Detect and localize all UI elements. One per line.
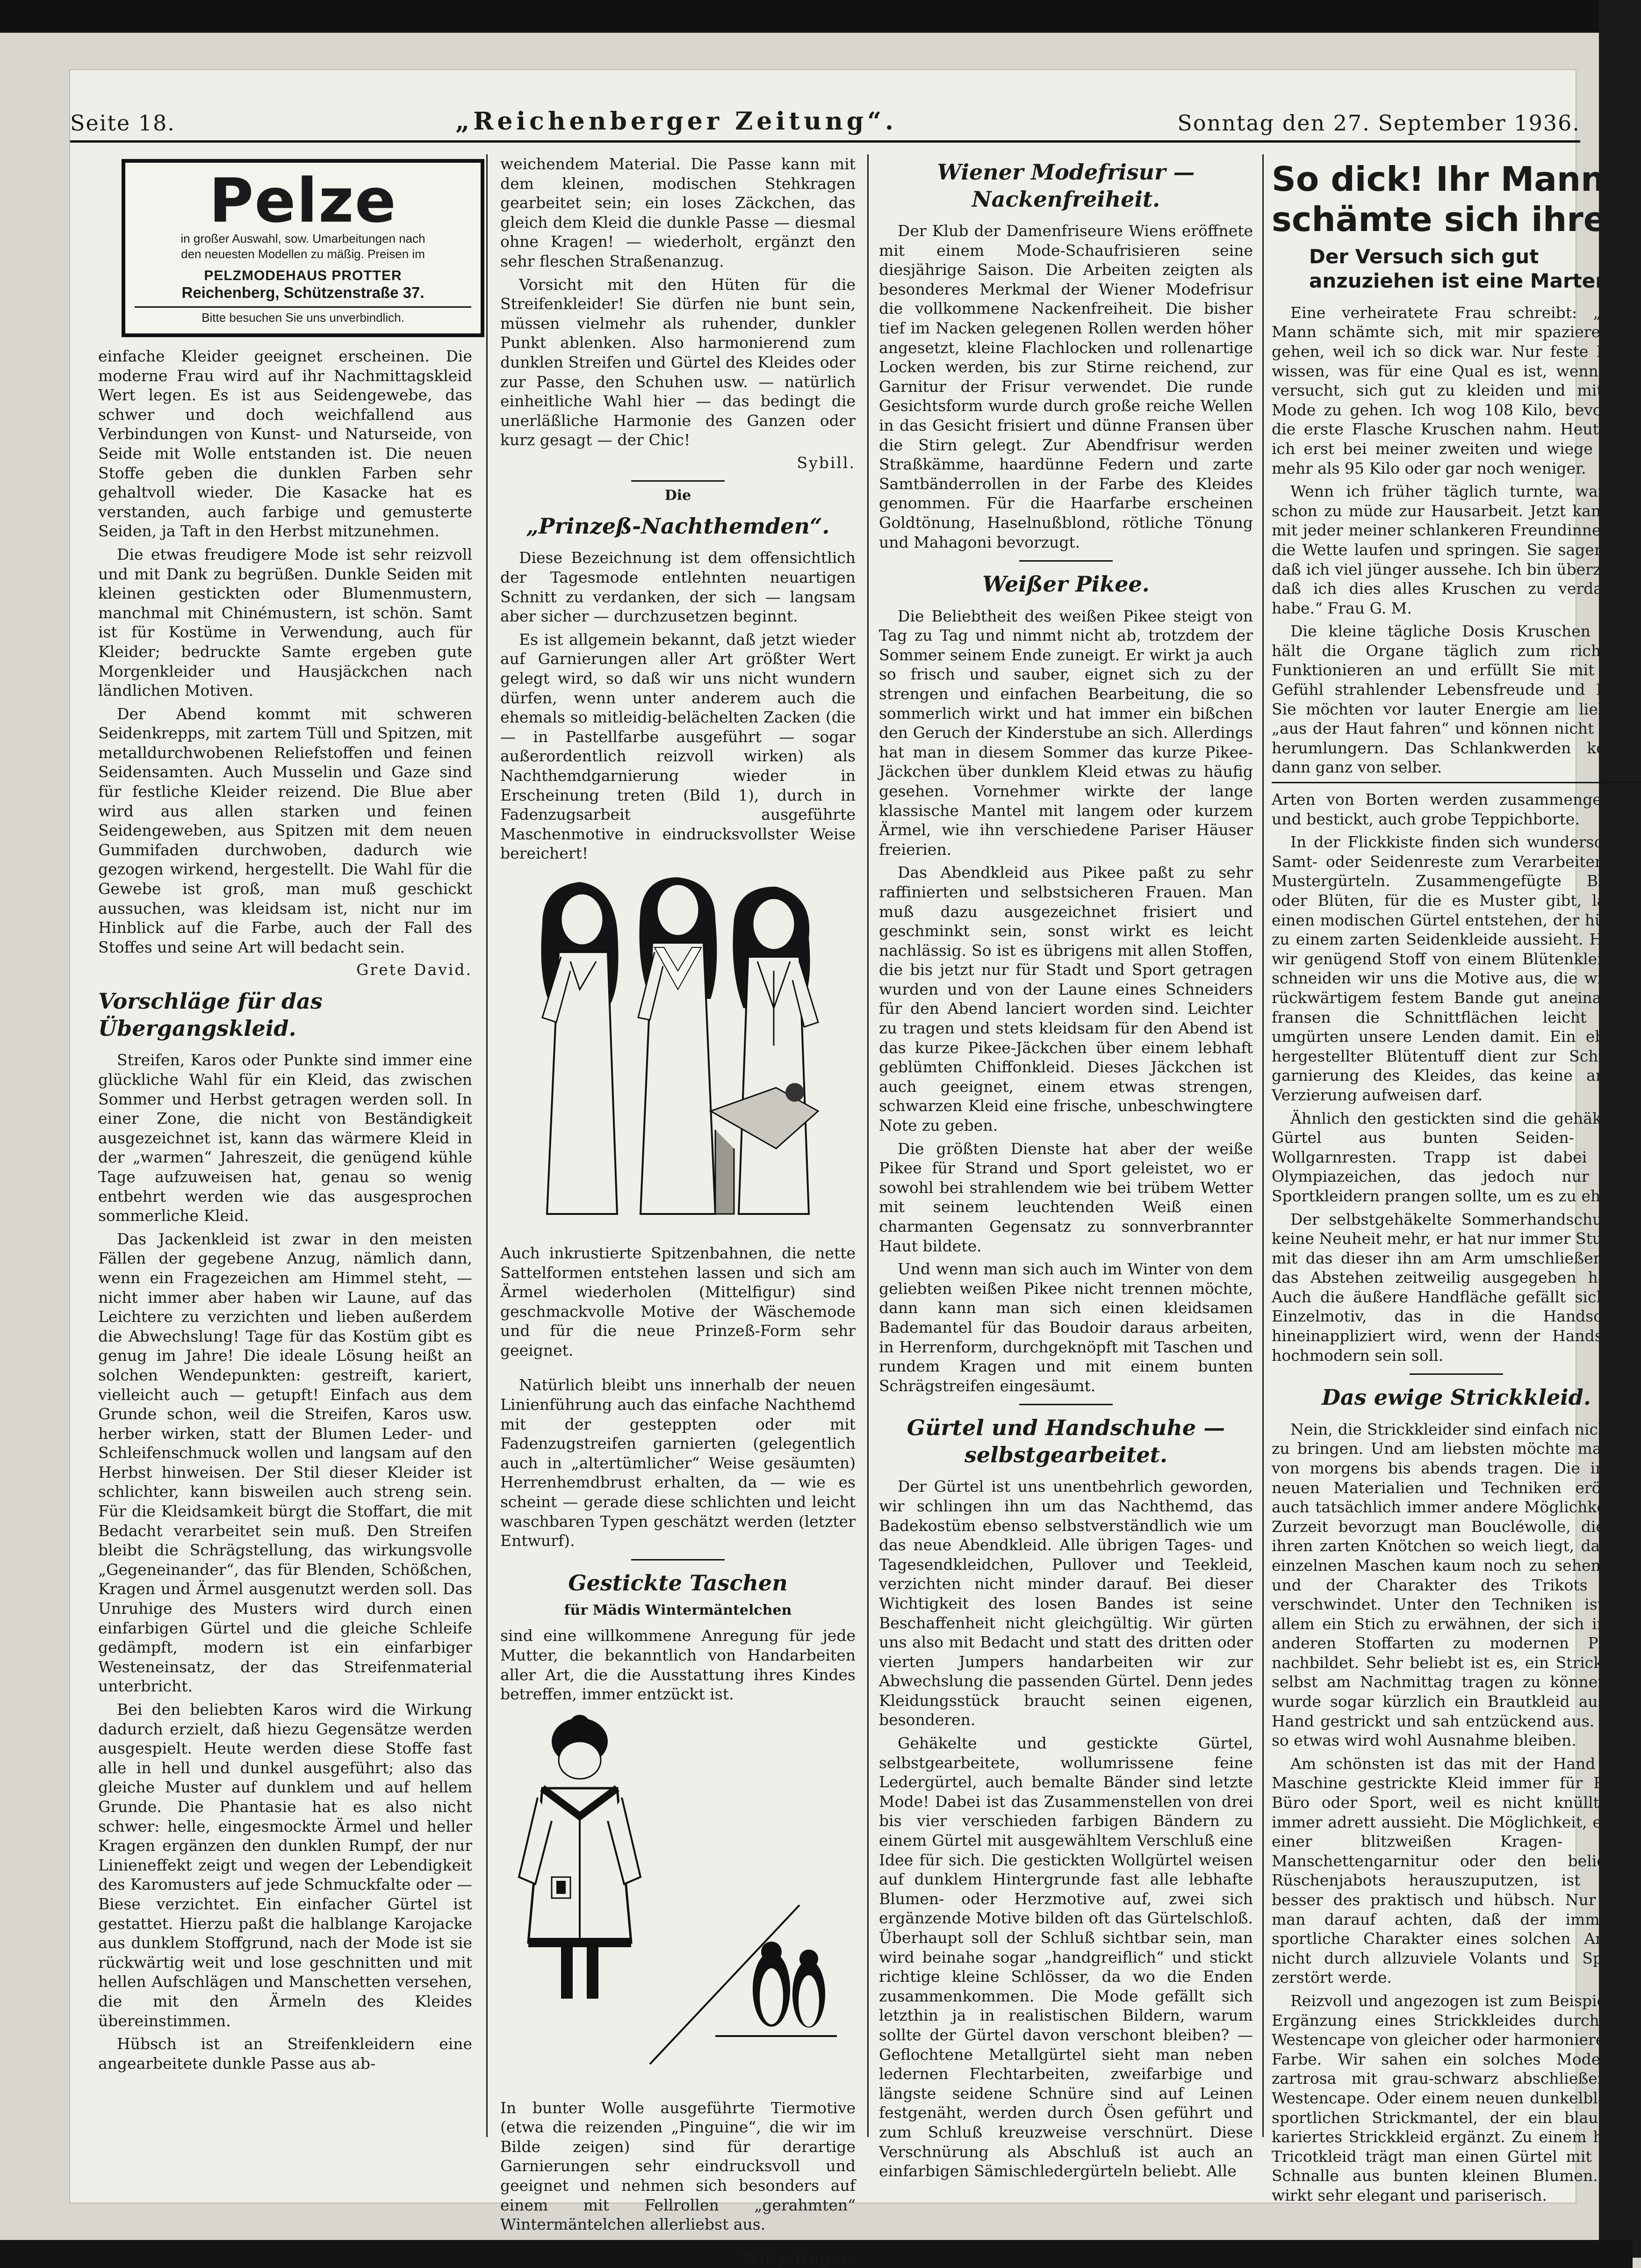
column-divider bbox=[867, 154, 869, 2137]
article-paragraph: sind eine willkommene Anregung für jede Mutter, die bekanntlich von Handarbeiten aller Art, die die Ausstattung ihres Kindes betreffen, immer entzückt ist. bbox=[500, 1626, 856, 1704]
section-rule bbox=[631, 1559, 725, 1560]
ad-text: den neuesten Modellen zu mäßig. Preisen im bbox=[181, 246, 425, 261]
article-paragraph: In der Flickkiste finden sich wunderschöne Samt- oder Seidenreste zum Verarbeiten von Mustergürteln. Zusammengefügte Blätter oder Blüten, für die es Muster gibt, lassen einen modischen Gürtel entstehen, der hübsch zu einem zarten Seidenkleide aussieht. Haben wir genügend Stoff von einem Blütenkleid, so schneiden wir uns die Motive aus, die wir auf rückwärtigem festem Bande gut aneinander, fransen die Schnittflächen leicht und umgürten unsere Lenden damit. Ein ebenso hergestellter Blütentuff dient zur Schultergarnierung des Kleides, das keine andere Verzierung aufweisen darf. bbox=[1272, 833, 1641, 1104]
article-paragraph: Wenn ich früher täglich turnte, war ich schon zu müde zur Hausarbeit. Jetzt kann ich mit jeder meiner schlankeren Freundinnen um die Wette laufen und springen. Sie sagen mir, daß ich viel jünger aussehe. Ich bin überzeugt, daß ich dies alles Kruschen zu verdanken habe.“ Frau G. M. bbox=[1272, 482, 1641, 617]
column-3 bbox=[879, 154, 1253, 2181]
page-header bbox=[70, 94, 1580, 136]
section-rule bbox=[1019, 560, 1113, 562]
column-1 bbox=[98, 154, 472, 2151]
article-headline: „Prinzeß-Nachthemden“. bbox=[526, 513, 830, 539]
ad-firm-name: PELZMODEHAUS PROTTER bbox=[204, 268, 402, 283]
article-headline: Gürtel und Handschuhe — selbstgearbeitet. bbox=[907, 1415, 1225, 1467]
article-paragraph: Und wenn man sich auch im Winter von dem geliebten weißen Pikee nicht trennen möchte, dann kann man sich einen kleidsamen Bademantel für das Boudoir daraus arbeiten, in Herrenform, durchgeknöpft mit Taschen und rundem Kragen und mit einem bunten Schrägstreifen eingesäumt. bbox=[879, 1260, 1253, 1395]
article-paragraph: Das Jackenkleid ist zwar in den meisten Fällen der gegebene Anzug, nämlich dann, wenn ein Fragezeichen am Himmel steht, — nicht immer aber haben wir Laune, auf das Leichtere zu verzichten und lieben außerdem die Abwechslung! Tage für das Kostüm gibt es genug im Jahre! Die ideale Lösung heißt an solchen Wendepunkten: gestreift, kariert, vielleicht auch — getupft! Einfach aus dem Grunde schon, weil die Streifen, Karos usw. herber wirken, statt der Blumen Leder- und Schleifenschmuck wollen und langsam auf den Herbst hinweisen. Der Stil dieser Kleider ist schlichter, kann bisweilen auch streng sein. Für die Kleidsamkeit bürgt die Stoffart, die mit Bedacht verarbeitet sein muß. Den Streifen bleibt die Schrägstellung, das wirkungsvolle „Gegeneinander“, das für Blenden, Schößchen, Kragen und Ärmel ausgenutzt werden soll. Das Unruhige des Musters wird durch einen einfarbigen Gürtel und die gleiche Schleife gedämpft, modern ist ein einfarbiger Westeneinsatz, der das Streifenmaterial unterbricht. bbox=[98, 1229, 472, 1696]
article-paragraph: Der Klub der Damenfriseure Wiens eröffnete mit einem Mode-Schaufrisieren seine diesjährige Saison. Die Arbeiten zeigten als besonderes Merkmal der Wiener Modefrisur die vollkommene Nackenfreiheit. Die bisher tief im Nacken gelegenen Rollen werden höher angesetzt, kleine Flachlocken und rollenartige Locken werden, bis zur Stirne reichend, zur Garnitur der Frisur verwendet. Die runde Gesichtsform wurde durch große reiche Wellen in das Gesicht frisiert und dünne Fransen über die Stirn gelegt. Zur Abendfrisur werden Straßkämme, haardünne Federn und zarte Samtbänderrollen in der Farbe des Kleides genommen. Für die Haarfarbe erscheinen Goldtönung, Haselnußblond, rötliche Tönung und Mahagoni bevorzugt. bbox=[879, 222, 1253, 551]
ad-address: Reichenberg, Schützenstraße 37. bbox=[181, 284, 425, 301]
section-rule bbox=[1410, 1373, 1503, 1375]
column-divider bbox=[1262, 154, 1264, 2137]
author-signature: Grete David. bbox=[356, 961, 472, 979]
article-paragraph: Die kleine tägliche Dosis Kruschen Salts hält die Organe täglich zum richtigen Funktionieren an und erfüllt Sie mit dem Gefühl strahlender Lebensfreude und Kraft. Sie möchten vor lauter Energie am liebsten „aus der Haut fahren“ und können nicht mehr herumlungern. Das Schlankwerden kommt dann ganz von selber. bbox=[1272, 622, 1641, 777]
article-paragraph: Reizvoll und angezogen ist zum Beispiel die Ergänzung eines Strickkleides durch ein Westencape von gleicher oder harmonierender Farbe. Wir sahen ein solches Modell in zartrosa mit grau-schwarz abschließendem Westencape. Oder einem neuen dunkelblauen, sportlichen Strickmantel, der ein blau-weiß kariertes Strickkleid ergänzt. Zu einem hellen Tricotkleid trägt man einen Gürtel mit einer Schnalle aus bunten kleinen Blumen. Das wirkt sehr elegant und pariserisch. bbox=[1272, 1991, 1641, 2204]
article-headline: Weißer Pikee. bbox=[982, 571, 1150, 597]
article-headline: Wiener Modefrisur — Nackenfreiheit. bbox=[937, 159, 1195, 212]
article-paragraph: Es ist allgemein bekannt, daß jetzt wieder auf Garnierungen aller Art größter Wert gelegt wird, so daß wir uns nicht wundern dürfen, wenn unter anderem auch die ehemals so mitleidig-belächelten Zacken (die — in Pastellfarbe ausgeführt — sogar außerordentlich reizvoll wirken) als Nachthemdgarnierung wieder in Erscheinung treten (Bild 1), durch in Fadenzugsarbeit ausgeführte Maschenmotive in eindrucksvollster Weise bereichert! bbox=[500, 630, 856, 863]
page-number: Seite 18. bbox=[70, 110, 175, 136]
article-paragraph: Eine verheiratete Frau schreibt: „Mein Mann schämte sich, mit mir spazieren zu gehen, weil ich so dick war. Nur feste Leute wissen, was für eine Qual es ist, wenn man versucht, sich gut zu kleiden und mit der Mode zu gehen. Ich wog 108 Kilo, bevor ich die erste Flasche Kruschen nahm. Heute bin ich erst bei meiner zweiten und wiege nicht mehr als 95 Kilo oder gar noch weniger. bbox=[1272, 303, 1641, 477]
article-paragraph: Der selbstgehäkelte Sommerhandschuh ist keine Neuheit mehr, er hat nur immer Stulpen, mit das dieser ihn am Arm umschließen und das Abstehen zeitweilig ausgegeben haben. Auch die äußere Handfläche gefällt sich mit Einzelmotiv, das in die Handschuhe hineinappliziert wird, wenn der Handschuh hochmodern sein soll. bbox=[1272, 1210, 1641, 1365]
author-signature: Sybill. bbox=[797, 453, 856, 472]
article-paragraph: Das Abendkleid aus Pikee paßt zu sehr raffinierten und selbstsicheren Frauen. Man muß dazu ausgezeichnet frisiert und geschminkt sein, sonst wirkt es leicht nachlässig. So ist es übrigens mit allen Stoffen, die bis jetzt nur für Stadt und Sport getragen wurden und von der Laune eines Schneiders für den Abend lanciert worden sind. Leichter zu tragen und stets kleidsam für den Abend ist das kurze Pikee-Jäckchen über einem lebhaft geblümten Chiffonkleid. Dieses Jäckchen ist auch geeignet, einem etwas strengen, schwarzen Kleid eine frische, unbeschwingtere Note zu geben. bbox=[879, 863, 1253, 1135]
article-paragraph: Gehäkelte und gestickte Gürtel, selbstgearbeitete, wollumrissene feine Ledergürtel, auch bemalte Bänder sind letzte Mode! Dabei ist das Zusammenstellen von drei bis vier verschieden farbigen Bändern zu einem Gürtel mit ausgewähltem Verschluß eine Idee für sich. Die gestickten Wollgürtel weisen auf dunklem Hintergrunde fast alle lebhafte Blumen- oder Herzmotive auf, zwei sich ergänzende Motive bilden oft das Gürtelschloß. Überhaupt soll der Schluß sichtbar sein, man wird beinahe sogar „handgreiflich“ und stickt richtige kleine Schlösser, da wo die Enden zusammenkommen. Die Mode gefällt sich letzthin ja in realistischen Bildern, warum sollte der Gürtel davon verschont bleiben? — Geflochtene Metallgürtel sieht man neben ledernen Flechtarbeiten, zweifarbige und längste seidene Schnüre sind auf Leinen festgenäht, werden durch Ösen geführt und zum Schluß kreuzweise verschnürt. Diese Verschnürung als Abschluß ist auch an einfarbigen Sämischledergürteln beliebt. Alle bbox=[879, 1734, 1253, 2181]
article-paragraph: Bei den beliebten Karos wird die Wirkung dadurch erzielt, daß hiezu Gegensätze werden ausgespielt. Heute werden diese Stoffe fast alle in hell und dunkel ausgeführt; also das gleiche Muster auf dunklem und auf hellem Grunde. Die Phantasie hat es also nicht schwer: helle, eingesmockte Ärmel und heller Kragen ergänzen den dunklen Rumpf, der nur Linieneffekt zeigt und wegen der Lebendigkeit des Karomusters auf jede Schmuckfalte oder — Biese verzichtet. Ein einfacher Gürtel ist gestattet. Hierzu paßt die halblange Karojacke aus dunklem Stoffgrund, nach der Mode ist sie rückwärtig weit und lose geschnitten und mit hellen Aufschlägen und Manschetten versehen, die mit den Ärmeln des Kleides übereinstimmen. bbox=[98, 1700, 472, 2030]
article-paragraph: Nein, die Strickkleider sind einfach nicht tot zu bringen. Und am liebsten möchte man sie von morgens bis abends tragen. Die immer neuen Materialien und Techniken eröffnen auch tatsächlich immer andere Möglichkeiten. Zurzeit bevorzugt man Boucléwolle, die mit ihren zarten Knötchen so weich liegt, daß die einzelnen Maschen kaum noch zu sehen sind und der Charakter des Trikots fast verschwindet. Unter den Techniken ist vor allem ein Stich zu erwähnen, der sich in der anderen Stoffarten zu modernen Plissés nachbildet. Sehr beliebt ist es, ein Strickkleid selbst am Nachmittag tragen zu können. Es wurde sogar kürzlich ein Brautkleid aus der Hand gestrickt und sah entzückend aus. Doch so etwas wird wohl Ausnahme bleiben. bbox=[1272, 1420, 1641, 1750]
headline-kicker: Die bbox=[664, 487, 691, 504]
article-headline: Gestickte Taschen bbox=[568, 1570, 788, 1596]
article-paragraph: Die etwas freudigere Mode ist sehr reizvoll und mit Dank zu begrüßen. Dunkle Seiden mit kleinen gestickten oder Blumenmustern, manchmal mit Chinémustern, ist schön. Samt ist für Kostüme in Verwendung, auch für Kleider; bedruckte Samte ergeben gute Morgenkleider und Hausjäckchen nach ländlichen Motiven. bbox=[98, 545, 472, 700]
nightgown-illustration bbox=[514, 868, 842, 1228]
ad-title: Pelze bbox=[209, 165, 397, 236]
section-rule bbox=[1019, 1404, 1113, 1405]
article-paragraph: Ähnlich den gestickten sind die gehäkelten Gürtel aus bunten Seiden- und Wollgarnresten. Trapp ist dabei das Olympiazeichen, das jedoch nur auf Sportkleidern prangen sollte, um es zu ehren. bbox=[1272, 1109, 1641, 1205]
author-signature: Willy Ungar. bbox=[742, 2249, 856, 2268]
article-subheadline: für Mädis Wintermäntelchen bbox=[564, 1602, 792, 1619]
article-paragraph: weichendem Material. Die Passe kann mit dem kleinen, modischen Stehkragen gearbeitet sein; ein loses Zäckchen, das gleich dem Kleid die dunkle Passe — diesmal ohne Kragen! — wiederholt, ergänzt den sehr fleschen Straßenanzug. bbox=[500, 155, 856, 270]
article-paragraph: Natürlich bleibt uns innerhalb der neuen Linienführung auch das einfache Nachthemd mit der gesteppten oder mit Fadenzugstreifen garnierten (gelegentlich auch in „altertümlicher“ Weise gesäumten) Herrenhemdbrust erhalten, da — wie es scheint — gerade diese schlichten und leicht waschbaren Typen geschätzt werden (letzter Entwurf). bbox=[500, 1376, 856, 1550]
article-paragraph: Die größten Dienste hat aber der weiße Pikee für Strand und Sport geleistet, wo er sowohl bei strahlendem wie bei trübem Wetter mit seinem leuchtenden Weiß einen charmanten Gegensatz zu sonnverbrannter Haut bildete. bbox=[879, 1139, 1253, 1255]
article-paragraph: Vorsicht mit den Hüten für die Streifenkleider! Sie dürfen nie bunt sein, müssen vielmehr als ruhender, dunkler Punkt ablenken. Also harmonierend zum dunklen Streifen und Gürtel des Kleides oder zur Passe, den Schuhen usw. — natürlich einheitliche Wahl hier — das bedingt die unerläßliche Harmonie des Ganzen oder kurz gesagt — der Chic! bbox=[500, 275, 856, 449]
article-paragraph: einfache Kleider geeignet erscheinen. Die moderne Frau wird auf ihr Nachmittagskleid Wert legen. Es ist aus Seidengewebe, das schwer und doch weichfallend aus Verbindungen von Kunst- und Naturseide, von Seide mit Wolle entstanden ist. Die neuen Stoffe geben die dunklen Farben sehr gehaltvoll wieder. Die Kasacke hat es verstanden, auch farbige und gemusterte Seiden, ja Taft in den Herbst mitzunehmen. bbox=[98, 347, 472, 541]
issue-date: Sonntag den 27. September 1936. bbox=[1177, 110, 1580, 136]
illustration-caption: In bunter Wolle ausgeführte Tiermotive (etwa die reizenden „Pinguine“, die wir im Bilde zeigen) sind für derartige Garnierungen sehr eindrucksvoll und geeignet und nehmen sich besonders auf einem mit Fellrollen „gerahmten“ Wintermäntelchen allerliebst aus. bbox=[500, 2098, 856, 2234]
scan-border-top bbox=[0, 0, 1633, 33]
three-women-figure bbox=[514, 868, 842, 1228]
article-paragraph: Streifen, Karos oder Punkte sind immer eine glückliche Wahl für ein Kleid, das zwischen Sommer und Herbst getragen werden soll. In einer Zone, die nicht von Beständigkeit ausgezeichnet ist, kann das wärmere Kleid in der „warmen“ Jahreszeit, die genügend kühle Tage aufzuweisen hat, genau so wenig entbehrt werden wie das ausgesprochen sommerliche Kleid. bbox=[98, 1051, 472, 1225]
advertorial-headline: So dick! Ihr Mann schämte sich ihrer bbox=[1272, 159, 1623, 239]
fur-advertisement bbox=[122, 159, 484, 337]
article-paragraph: Am schönsten ist das mit der Hand oder Maschine gestrickte Kleid immer für Reise, Büro oder Sport, weil es nicht knüllt und immer adrett aussieht. Die Möglichkeit, es mit einer blitzweißen Kragen- und Manschettengarnitur oder den beliebten Rüschenjabots herauszuputzen, ist noch besser des praktisch und hübsch. Nur muß man darauf achten, daß der immerhin sportliche Charakter eines solchen Anzugs nicht durch allzuviele Volants und Spitzen zerstört werde. bbox=[1272, 1754, 1641, 1987]
column-4 bbox=[1272, 154, 1641, 2204]
column-2 bbox=[500, 154, 856, 2268]
article-paragraph: Hübsch ist an Streifenkleidern eine angearbeitete dunkle Passe aus ab- bbox=[98, 2035, 472, 2073]
newspaper-title: „Reichenberger Zeitung“. bbox=[455, 107, 898, 136]
illustration-caption: Auch inkrustierte Spitzenbahnen, die nette Sattelformen entstehen lassen und sich am Ärmel wiederholen (Mittelfigur) sind geschmackvolle Motive der Wäschemode und für die neue Prinzeß-Form sehr geeignet. bbox=[500, 1243, 856, 1359]
article-paragraph: Arten von Borten werden zusammengestellt und bestickt, auch grobe Teppichborte. bbox=[1272, 790, 1641, 828]
article-paragraph: Diese Bezeichnung ist dem offensichtlich der Tagesmode entlehnten neuartigen Schnitt zu verdanken, der sich — langsam aber sicher — durchzusetzen beginnt. bbox=[500, 549, 856, 626]
article-headline: Das ewige Strickkleid. bbox=[1322, 1385, 1591, 1410]
child-coat-illustration bbox=[510, 1709, 846, 2083]
child-with-penguins-figure bbox=[510, 1709, 846, 2083]
section-rule bbox=[1272, 782, 1641, 783]
column-divider bbox=[486, 154, 488, 2137]
article-paragraph: Die Beliebtheit des weißen Pikee steigt von Tag zu Tag und nimmt nicht ab, trotzdem der Sommer seinem Ende zuneigt. Er wirkt ja auch so frisch und sauber, eignet sich zu der strengen und einfachen Bearbeitung, die so sommerlich wirkt und hat immer ein bißchen den Geruch der Kinderstube an sich. Allerdings hat man in diesem Sommer das kurze Pikee-Jäckchen über dunklem Kleid etwas zu häufig gesehen. Vornehmer wirkte der lange klassische Mantel mit langem oder kurzem Ärmel, wie ihn verschiedene Pariser Häuser freierien. bbox=[879, 607, 1253, 859]
article-paragraph: Der Abend kommt mit schweren Seidenkrepps, mit zartem Tüll und Spitzen, mit metalldurchwobenen Reliefstoffen und feinen Seidensamten. Auch Musselin und Gaze sind für festliche Kleider reizend. Die Blue aber wird aus allen starken und feinen Seidengeweben, aus Spitzen mit dem neuen Gummifaden durchwoben, dadurch wie gezogen wirkend, hergestellt. Die Wahl für die Gewebe ist groß, man muß geschickt aussuchen, was kleidsam ist, nicht nur im Hinblick auf die Farbe, auch der Fall des Stoffes und seine Art will bedacht sein. bbox=[98, 704, 472, 956]
article-paragraph: Der Gürtel ist uns unentbehrlich geworden, wir schlingen ihn um das Nachthemd, das Badekostüm ebenso selbstverständlich wie um das neue Abendkleid. Alle übrigen Tages- und Tagesendkleidchen, Pullover und Teekleid, verzichten nicht minder darauf. Bei dieser Wichtigkeit des losen Bandes ist seine Beschaffenheit nicht gleichgültig. Wir gürten uns also mit Bedacht und statt des dritten oder vierten Jumpers handarbeiten wir zur Abwechslung die passenden Gürtel. Denn jedes Kleidungsstück braucht seinen eigenen, besonderen. bbox=[879, 1477, 1253, 1729]
article-headline: Vorschläge für das Übergangskleid. bbox=[98, 989, 323, 1041]
section-rule bbox=[631, 480, 725, 482]
advertorial-deck: Der Versuch sich gut anzuziehen ist eine Marter bbox=[1309, 245, 1605, 293]
header-rule bbox=[70, 140, 1580, 143]
ad-text: in großer Auswahl, sow. Umarbeitungen nach bbox=[180, 231, 425, 246]
ad-invitation: Bitte besuchen Sie uns unverbindlich. bbox=[135, 306, 471, 325]
